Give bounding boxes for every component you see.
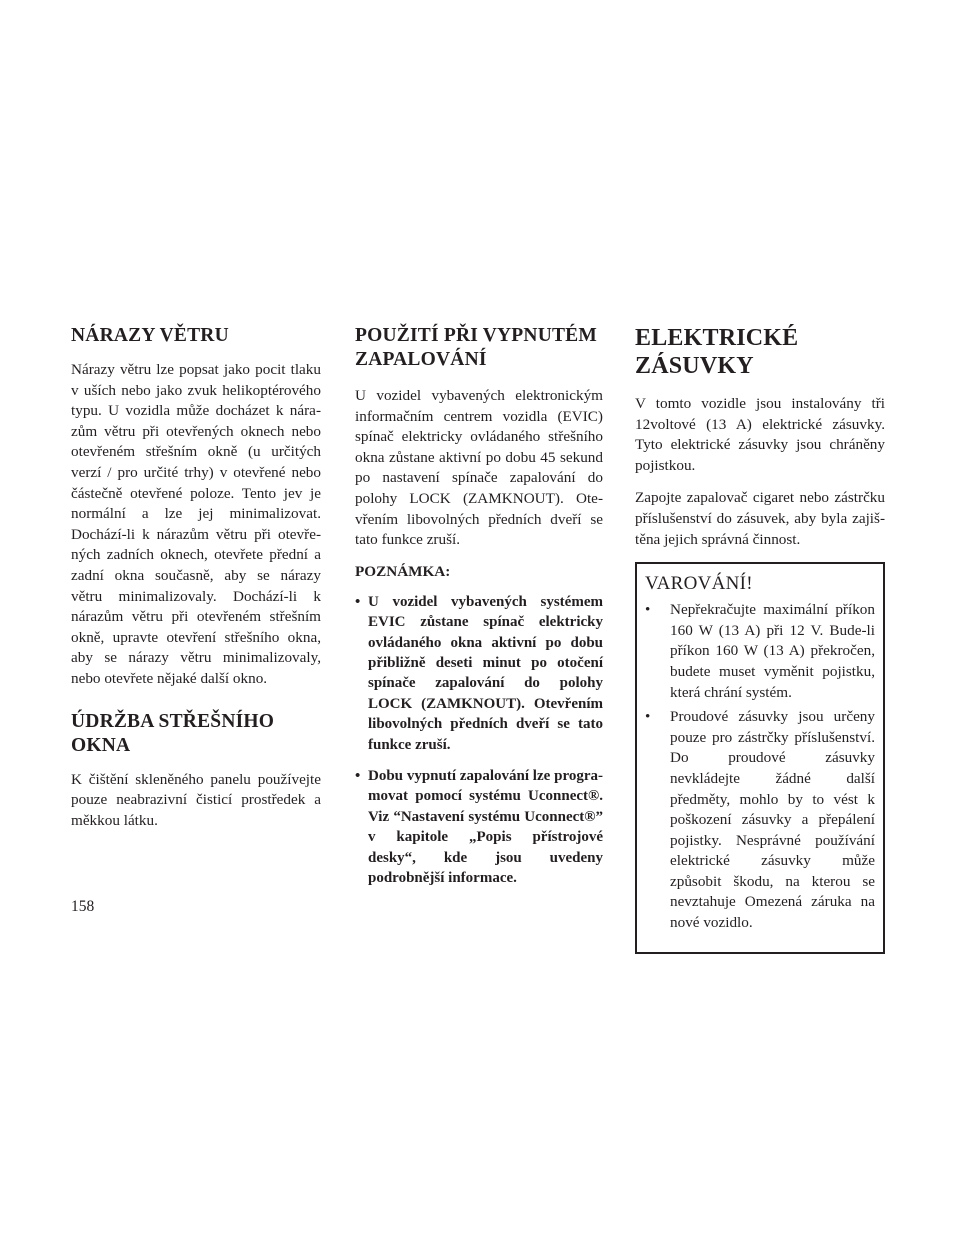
heading-power-outlets: ELEKTRICKÉ ZÁSUVKY — [635, 325, 799, 379]
paragraph-sunroof-maintenance: K čištění skleněného panelu používejte pouze neabrazivní čisticí prostředek a měkkou látku. — [71, 770, 321, 829]
note-list — [355, 592, 603, 889]
warning-list — [645, 600, 875, 934]
warning-title: VAROVÁNÍ! — [645, 573, 753, 595]
warning-item: • Nepřekračujte maximální příkon 160 W (13 A) při 12 V. Bude-li příkon 160 W (13 A) překročen, budete muset vyměnit pojistku, která chrání systém. — [645, 600, 875, 703]
warning-box — [635, 562, 885, 954]
paragraph-wind-buffeting: Nárazy větru lze popsat jako pocit tlaku v uších nebo jako zvuk helikoptérového typu. U vozidla může docházet k nárazům větru při otevřených oknech nebo otevřeném střešním okně (u určitých verzí / pro určité trhy) v otevřené nebo částečně otevřené poloze. Tento jev je normální a lze jej minimalizovat. Dochází-li k nárazům větru při otevřených zadních oknech, otevřete přední a zadní okna současně, aby se nárazy větru minimalizovaly. Dochází-li k nárazům větru při otevřeném střešním okně, upravte otevření střešního okna, aby se nárazy větru minimalizovaly, nebo otevřete nějaké další okno. — [71, 361, 321, 687]
note-item: • U vozidel vybavených systémem EVIC zůstane spínač elektricky ovládaného okna aktivní po dobu přibližně deseti minut po otočení spínače zapalování do polohy LOCK (ZAMKNOUT). Otevřením libovolných předních dveří se tato funkce zruší. — [355, 592, 603, 755]
heading-ignition-off-operation: POUŽITÍ PŘI VYPNUTÉM ZAPALOVÁNÍ — [355, 325, 597, 370]
column-right — [635, 324, 885, 954]
note-item: • Dobu vypnutí zapalování lze programovat pomocí systému Uconnect®. Viz “Nastavení systému Uconnect®” v kapitole „Popis přístrojové desky“, kde jsou uvedeny podrobnější informace. — [355, 766, 603, 888]
note-label: POZNÁMKA: — [355, 562, 451, 580]
warning-item: • Proudové zásuvky jsou určeny pouze pro zástrčky příslušenství. Do proudové zásuvky nevkládejte žádné další předměty, mohlo by to vést k poškození zásuvky a přepálení pojistky. Nesprávné používání elektrické zásuvky může způsobit škodu, na kterou se nevztahuje Omezená záruka na nové vozidlo. — [645, 707, 875, 934]
paragraph-ignition-off-operation: U vozidel vybavených elektronickým informačním centrem vozidla (EVIC) spínač elektricky ovládaného střešního okna zůstane aktivní po dobu 45 sekund po nastavení spínače zapalování do polohy LOCK (ZAMKNOUT). Otevřením libovolných předních dveří se tato funkce zruší. — [355, 387, 603, 549]
paragraph-power-outlets-intro: V tomto vozidle jsou instalovány tři 12voltové (13 A) elektrické zásuvky. Tyto elektrické zásuvky jsou chráněny pojistkou. — [635, 395, 885, 474]
paragraph-power-outlets-usage: Zapojte zapalovač cigaret nebo zástrčku příslušenství do zásuvek, aby byla zajištěna jejich správná činnost. — [635, 489, 885, 548]
heading-wind-buffeting: NÁRAZY VĚTRU — [71, 325, 229, 346]
page-number: 158 — [71, 898, 95, 915]
column-left — [71, 324, 321, 843]
heading-sunroof-maintenance: ÚDRŽBA STŘEŠNÍHO OKNA — [71, 710, 275, 756]
column-middle — [355, 324, 603, 899]
